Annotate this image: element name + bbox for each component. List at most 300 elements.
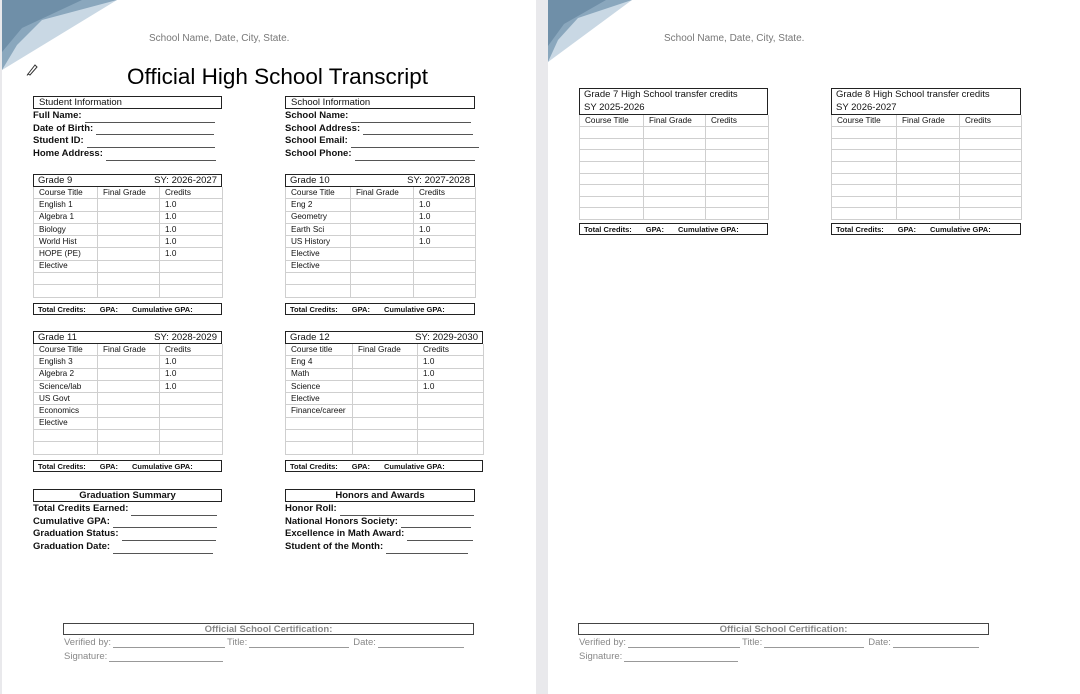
signature-line[interactable] (624, 652, 738, 662)
credits-cell[interactable] (160, 260, 223, 272)
grade-footer (33, 303, 222, 315)
grade-cell[interactable] (98, 405, 160, 417)
course-cell[interactable] (832, 196, 897, 208)
grade-cell[interactable] (98, 380, 160, 392)
course-cell[interactable]: HOPE (PE) (34, 248, 98, 260)
grade-label: Grade 12 (290, 332, 330, 343)
grade-cell[interactable] (98, 199, 160, 211)
school-info-label: School Information (285, 96, 475, 109)
grade-cell[interactable] (897, 196, 960, 208)
course-title-header: Course Title (832, 115, 897, 127)
date-label: Date: (868, 637, 891, 648)
cumulative-gpa-label: Cumulative GPA: (929, 225, 991, 235)
table-row (580, 196, 769, 208)
grade-cell[interactable] (897, 127, 960, 139)
table-row (286, 405, 484, 417)
course-cell[interactable]: Eng 2 (286, 199, 351, 211)
course-table (33, 187, 223, 298)
table-row (286, 273, 476, 285)
course-cell[interactable]: World Hist (34, 236, 98, 248)
course-cell[interactable] (286, 285, 351, 297)
grade-cell[interactable] (351, 211, 414, 223)
course-cell[interactable] (286, 417, 353, 429)
grade-cell[interactable] (897, 208, 960, 220)
verified-by-label: Verified by: (579, 637, 626, 648)
credits-cell[interactable] (960, 150, 1022, 162)
grade-cell[interactable] (897, 150, 960, 162)
table-row (286, 356, 484, 368)
grade-cell[interactable] (644, 185, 706, 197)
credits-cell[interactable] (706, 162, 769, 174)
table-row (286, 442, 484, 454)
credits-cell[interactable]: 1.0 (160, 248, 223, 260)
grade-cell[interactable] (98, 248, 160, 260)
honor-roll-field[interactable]: Honor Roll: (285, 503, 474, 516)
credits-cell[interactable] (960, 173, 1022, 185)
dob-field[interactable]: Date of Birth: (33, 123, 216, 136)
credits-cell[interactable] (418, 405, 484, 417)
table-row (286, 211, 476, 223)
course-cell[interactable]: US History (286, 236, 351, 248)
credits-cell[interactable]: 1.0 (414, 211, 476, 223)
graduation-status-field[interactable]: Graduation Status: (33, 528, 217, 541)
student-info-label: Student Information (33, 96, 222, 109)
grade-cell[interactable] (353, 393, 418, 405)
course-cell[interactable]: English 1 (34, 199, 98, 211)
course-cell[interactable] (286, 442, 353, 454)
table-row (34, 211, 223, 223)
table-row (832, 162, 1022, 174)
table-row (832, 150, 1022, 162)
column-header-row (580, 115, 769, 127)
grade-cell[interactable] (351, 199, 414, 211)
cumulative-gpa-label: Cumulative GPA: (677, 225, 739, 235)
table-row (34, 405, 223, 417)
title-label: Title: (227, 637, 248, 648)
course-cell[interactable] (34, 285, 98, 297)
course-cell[interactable] (832, 185, 897, 197)
credits-cell[interactable] (160, 442, 223, 454)
header-school-info: School Name, Date, City, State. (149, 33, 290, 44)
grade-cell[interactable] (353, 368, 418, 380)
credits-cell[interactable] (414, 260, 476, 272)
course-cell[interactable] (580, 185, 644, 197)
total-credits-earned-field[interactable]: Total Credits Earned: (33, 503, 217, 516)
course-cell[interactable] (832, 138, 897, 150)
date-line[interactable] (378, 638, 464, 648)
grade-cell[interactable] (98, 417, 160, 429)
grade-label: Grade 7 High School transfer credits (584, 89, 738, 100)
credits-cell[interactable] (418, 442, 484, 454)
grade-cell[interactable] (897, 162, 960, 174)
credits-cell[interactable] (414, 273, 476, 285)
grade-cell[interactable] (98, 430, 160, 442)
certification-label: Official School Certification: (63, 623, 474, 635)
course-cell[interactable] (580, 162, 644, 174)
school-year: SY: 2029-2030 (415, 332, 478, 343)
national-honors-field[interactable]: National Honors Society: (285, 516, 474, 529)
grade-cell[interactable] (353, 405, 418, 417)
column-header-row (34, 344, 223, 356)
cumulative-gpa-field[interactable]: Cumulative GPA: (33, 516, 217, 529)
grade-cell[interactable] (98, 236, 160, 248)
certification-label: Official School Certification: (578, 623, 989, 635)
signature-line[interactable] (109, 652, 223, 662)
credits-cell[interactable] (706, 127, 769, 139)
grade-7-table (579, 88, 768, 235)
signature-row (64, 651, 223, 662)
school-year: SY 2025-2026 (584, 101, 645, 113)
credits-cell[interactable] (706, 208, 769, 220)
final-grade-header: Final Grade (897, 115, 960, 127)
table-row (34, 356, 223, 368)
table-row (286, 223, 476, 235)
table-row (34, 236, 223, 248)
credits-header: Credits (160, 344, 223, 356)
credits-cell[interactable] (960, 162, 1022, 174)
full-name-field[interactable]: Full Name: (33, 110, 216, 123)
table-row (580, 150, 769, 162)
student-of-month-field[interactable]: Student of the Month: (285, 541, 474, 554)
credits-cell[interactable]: 1.0 (414, 236, 476, 248)
title-line[interactable] (249, 638, 349, 648)
student-id-field[interactable]: Student ID: (33, 135, 216, 148)
gpa-label: GPA: (99, 461, 118, 471)
grade-cell[interactable] (351, 223, 414, 235)
total-credits-label: Total Credits: (836, 225, 884, 235)
final-grade-header: Final Grade (98, 344, 160, 356)
course-cell[interactable]: US Govt (34, 393, 98, 405)
credits-cell[interactable]: 1.0 (418, 356, 484, 368)
grade-cell[interactable] (353, 430, 418, 442)
grade-cell[interactable] (98, 285, 160, 297)
credits-header: Credits (160, 187, 223, 199)
corner-decoration (548, 0, 668, 80)
grade-cell[interactable] (98, 393, 160, 405)
course-cell[interactable] (286, 273, 351, 285)
course-cell[interactable]: Science/lab (34, 380, 98, 392)
course-title-header: Course Title (580, 115, 644, 127)
school-info-fields (285, 110, 479, 161)
grade-cell[interactable] (98, 442, 160, 454)
pen-icon (26, 62, 38, 76)
total-credits-label: Total Credits: (290, 461, 338, 471)
course-cell[interactable] (286, 430, 353, 442)
school-email-field[interactable]: School Email: (285, 135, 479, 148)
credits-cell[interactable] (414, 248, 476, 260)
table-row (34, 260, 223, 272)
course-cell[interactable] (832, 208, 897, 220)
course-cell[interactable]: Science (286, 380, 353, 392)
final-grade-header: Final Grade (98, 187, 160, 199)
grade-label: Grade 8 High School transfer credits (836, 89, 990, 100)
grade-cell[interactable] (351, 236, 414, 248)
school-year: SY: 2028-2029 (154, 332, 217, 343)
course-cell[interactable]: Earth Sci (286, 223, 351, 235)
table-row (34, 273, 223, 285)
credits-cell[interactable] (160, 285, 223, 297)
grade-cell[interactable] (644, 173, 706, 185)
table-row (286, 430, 484, 442)
credits-cell[interactable] (160, 417, 223, 429)
course-cell[interactable]: Math (286, 368, 353, 380)
credits-header: Credits (706, 115, 769, 127)
table-row (832, 185, 1022, 197)
course-cell[interactable] (832, 162, 897, 174)
credits-cell[interactable] (706, 185, 769, 197)
grade-cell[interactable] (644, 208, 706, 220)
grade-header (33, 174, 222, 187)
credits-cell[interactable]: 1.0 (160, 380, 223, 392)
grade-header (285, 331, 483, 344)
gpa-label: GPA: (645, 225, 664, 235)
grade-cell[interactable] (353, 380, 418, 392)
table-row (286, 417, 484, 429)
course-cell[interactable] (580, 208, 644, 220)
school-phone-field[interactable]: School Phone: (285, 148, 479, 161)
grade-cell[interactable] (351, 248, 414, 260)
course-table (579, 115, 769, 220)
grade-11-table (33, 331, 222, 472)
table-row (34, 430, 223, 442)
school-address-field[interactable]: School Address: (285, 123, 479, 136)
student-info-fields (33, 110, 216, 161)
credits-cell[interactable] (960, 138, 1022, 150)
school-name-field[interactable]: School Name: (285, 110, 479, 123)
header-school-info: School Name, Date, City, State. (664, 33, 805, 44)
grade-cell[interactable] (98, 356, 160, 368)
course-cell[interactable] (34, 273, 98, 285)
column-header-row (832, 115, 1022, 127)
course-title-header: Course title (286, 344, 353, 356)
math-award-field[interactable]: Excellence in Math Award: (285, 528, 474, 541)
total-credits-label: Total Credits: (290, 304, 338, 314)
gpa-label: GPA: (351, 461, 370, 471)
grade-label: Grade 11 (38, 332, 77, 343)
page-title: Official High School Transcript (127, 64, 428, 89)
course-cell[interactable] (832, 127, 897, 139)
course-cell[interactable]: Economics (34, 405, 98, 417)
credits-cell[interactable]: 1.0 (160, 368, 223, 380)
course-cell[interactable]: English 3 (34, 356, 98, 368)
course-cell[interactable]: Geometry (286, 211, 351, 223)
grade-cell[interactable] (351, 273, 414, 285)
school-year: SY 2026-2027 (836, 101, 897, 113)
credits-cell[interactable]: 1.0 (414, 199, 476, 211)
grade-header (33, 331, 222, 344)
table-row (34, 393, 223, 405)
credits-cell[interactable] (160, 430, 223, 442)
verified-by-label: Verified by: (64, 637, 111, 648)
table-row (580, 138, 769, 150)
cumulative-gpa-label: Cumulative GPA: (383, 461, 445, 471)
credits-cell[interactable] (160, 405, 223, 417)
course-cell[interactable] (580, 138, 644, 150)
course-cell[interactable]: Eng 4 (286, 356, 353, 368)
grade-cell[interactable] (353, 417, 418, 429)
table-row (580, 185, 769, 197)
credits-cell[interactable] (960, 208, 1022, 220)
grade-cell[interactable] (98, 223, 160, 235)
grade-cell[interactable] (351, 260, 414, 272)
grade-cell[interactable] (644, 196, 706, 208)
date-line[interactable] (893, 638, 979, 648)
verified-by-line[interactable] (628, 638, 740, 648)
final-grade-header: Final Grade (351, 187, 414, 199)
table-row (286, 248, 476, 260)
table-row (580, 208, 769, 220)
cumulative-gpa-label: Cumulative GPA: (131, 461, 193, 471)
course-cell[interactable]: Elective (286, 248, 351, 260)
date-label: Date: (353, 637, 376, 648)
cumulative-gpa-label: Cumulative GPA: (383, 304, 445, 314)
credits-cell[interactable] (706, 138, 769, 150)
credits-cell[interactable] (706, 196, 769, 208)
grade-cell[interactable] (644, 138, 706, 150)
total-credits-label: Total Credits: (38, 461, 86, 471)
credits-cell[interactable] (706, 150, 769, 162)
course-cell[interactable] (832, 150, 897, 162)
table-row (580, 173, 769, 185)
course-cell[interactable] (580, 196, 644, 208)
honors-awards-label: Honors and Awards (285, 489, 475, 502)
table-row (34, 442, 223, 454)
table-row (34, 285, 223, 297)
credits-cell[interactable]: 1.0 (160, 236, 223, 248)
grade-label: Grade 9 (38, 175, 73, 186)
grade-9-table (33, 174, 222, 315)
column-header-row (286, 344, 484, 356)
credits-header: Credits (418, 344, 484, 356)
course-cell[interactable]: Elective (34, 417, 98, 429)
credits-cell[interactable] (706, 173, 769, 185)
table-row (832, 127, 1022, 139)
credits-header: Credits (414, 187, 476, 199)
column-header-row (286, 187, 476, 199)
grade-footer (831, 223, 1021, 235)
grade-cell[interactable] (98, 368, 160, 380)
table-row (580, 162, 769, 174)
credits-cell[interactable]: 1.0 (160, 199, 223, 211)
credits-cell[interactable] (960, 127, 1022, 139)
total-credits-label: Total Credits: (38, 304, 86, 314)
table-row (286, 368, 484, 380)
gpa-label: GPA: (897, 225, 916, 235)
course-title-header: Course Title (34, 187, 98, 199)
grade-12-table (285, 331, 483, 472)
grade-cell[interactable] (897, 185, 960, 197)
final-grade-header: Final Grade (644, 115, 706, 127)
course-cell[interactable]: Biology (34, 223, 98, 235)
graduation-date-field[interactable]: Graduation Date: (33, 541, 217, 554)
graduation-summary-label: Graduation Summary (33, 489, 222, 502)
grade-8-table (831, 88, 1021, 235)
course-cell[interactable]: Elective (286, 393, 353, 405)
home-address-field[interactable]: Home Address: (33, 148, 216, 161)
transcript-page-2 (548, 0, 1080, 694)
course-table (33, 344, 223, 455)
grade-cell[interactable] (98, 211, 160, 223)
grade-footer (285, 303, 475, 315)
grade-cell[interactable] (98, 260, 160, 272)
course-cell[interactable]: Elective (286, 260, 351, 272)
credits-cell[interactable] (160, 273, 223, 285)
grade-footer (579, 223, 768, 235)
course-cell[interactable] (580, 173, 644, 185)
course-cell[interactable] (832, 173, 897, 185)
grade-cell[interactable] (351, 285, 414, 297)
credits-cell[interactable] (414, 285, 476, 297)
credits-cell[interactable]: 1.0 (414, 223, 476, 235)
course-cell[interactable] (580, 127, 644, 139)
credits-cell[interactable] (960, 196, 1022, 208)
table-row (286, 380, 484, 392)
verified-row (64, 637, 464, 648)
course-title-header: Course Title (286, 187, 351, 199)
title-label: Title: (742, 637, 763, 648)
table-row (34, 417, 223, 429)
credits-cell[interactable]: 1.0 (418, 380, 484, 392)
grade-cell[interactable] (353, 356, 418, 368)
title-line[interactable] (764, 638, 864, 648)
signature-row (579, 651, 738, 662)
credits-cell[interactable]: 1.0 (160, 211, 223, 223)
credits-cell[interactable] (418, 393, 484, 405)
credits-cell[interactable]: 1.0 (160, 356, 223, 368)
course-cell[interactable]: Elective (34, 260, 98, 272)
corner-decoration (2, 0, 122, 80)
credits-cell[interactable] (960, 185, 1022, 197)
grade-cell[interactable] (897, 138, 960, 150)
verified-row (579, 637, 979, 648)
table-row (832, 196, 1022, 208)
school-year: SY: 2026-2027 (154, 175, 217, 186)
grade-cell[interactable] (897, 173, 960, 185)
table-row (286, 260, 476, 272)
grade-cell[interactable] (644, 150, 706, 162)
table-row (34, 223, 223, 235)
course-cell[interactable]: Algebra 2 (34, 368, 98, 380)
credits-cell[interactable]: 1.0 (160, 223, 223, 235)
column-header-row (34, 187, 223, 199)
grade-cell[interactable] (353, 442, 418, 454)
credits-cell[interactable]: 1.0 (418, 368, 484, 380)
course-cell[interactable]: Algebra 1 (34, 211, 98, 223)
school-year: SY: 2027-2028 (407, 175, 470, 186)
credits-cell[interactable] (418, 430, 484, 442)
course-table (285, 187, 476, 298)
grade-cell[interactable] (98, 273, 160, 285)
credits-header: Credits (960, 115, 1022, 127)
course-cell[interactable] (34, 442, 98, 454)
course-cell[interactable] (34, 430, 98, 442)
credits-cell[interactable] (160, 393, 223, 405)
grade-header (579, 88, 768, 115)
grade-cell[interactable] (644, 127, 706, 139)
course-cell[interactable] (580, 150, 644, 162)
credits-cell[interactable] (418, 417, 484, 429)
course-table (831, 115, 1022, 220)
course-table (285, 344, 484, 455)
honors-fields (285, 503, 474, 554)
course-cell[interactable]: Finance/career (286, 405, 353, 417)
table-row (832, 173, 1022, 185)
table-row (832, 138, 1022, 150)
verified-by-line[interactable] (113, 638, 225, 648)
table-row (34, 248, 223, 260)
grade-cell[interactable] (644, 162, 706, 174)
grade-header (285, 174, 475, 187)
